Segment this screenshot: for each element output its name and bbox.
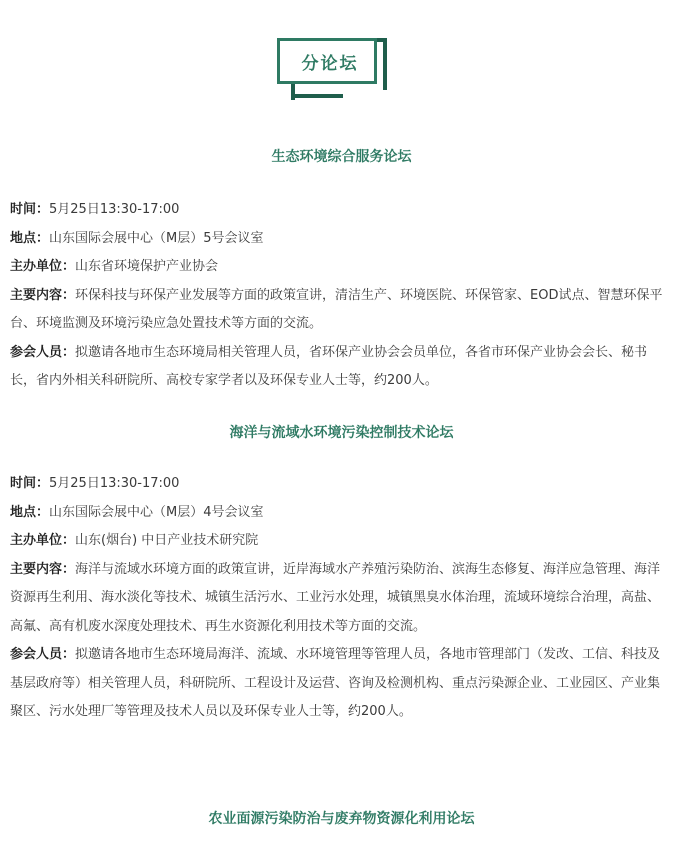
section-badge xyxy=(277,38,387,100)
time-value: 5月25日13:30-17:00 xyxy=(49,476,180,491)
section-badge-label: 分论坛 xyxy=(301,54,359,74)
badge-box xyxy=(277,38,377,84)
time-label: 时间： xyxy=(10,476,50,491)
host-value: 山东(烟台) 中日产业技术研究院 xyxy=(75,533,259,548)
content-value: 海洋与流域水环境方面的政策宣讲，近岸海域水产养殖污染防治、滨海生态修复、海洋应急管理、海洋资源再生利用、海水淡化等技术、城镇生活污水、工业污水处理，城镇黑臭水体治理，流域环境综合治理，高盐、高氟、高有机废水深度处理技术、再生水资源化利用技术等方面的交流。 xyxy=(10,561,661,634)
place-label: 地点： xyxy=(10,504,50,520)
forum-content xyxy=(10,556,668,642)
time-value: 5月25日13:30-17:00 xyxy=(49,202,180,217)
attendees-value: 拟邀请各地市生态环境局海洋、流域、水环境管理等管理人员，各地市管理部门（发改、工信、科技及基层政府等）相关管理人员，科研院所、工程设计及运营、咨询及检测机构、重点污染源企业、工业园区、产业集聚区、污水处理厂等管理及技术人员以及环保专业人士等，约200人。 xyxy=(10,647,661,719)
forum-host xyxy=(10,527,668,556)
forum-host xyxy=(10,253,668,282)
forum-details xyxy=(10,470,668,727)
place-label: 地点： xyxy=(10,230,50,246)
forum-attendees xyxy=(10,641,668,727)
forum-place xyxy=(10,499,668,528)
badge-decor-bottom xyxy=(291,94,343,98)
attendees-value: 拟邀请各地市生态环境局相关管理人员，省环保产业协会会员单位，各省市环保产业协会会长、秘书长，省内外相关科研院所、高校专家学者以及环保专业人士等，约200人。 xyxy=(10,344,648,388)
forum-attendees xyxy=(10,339,668,396)
content-label: 主要内容： xyxy=(10,287,76,303)
badge-decor-right xyxy=(383,38,387,90)
forum-title: 海洋与流域水环境污染控制技术论坛 xyxy=(229,425,454,441)
attendees-label: 参会人员： xyxy=(10,647,76,662)
forum-details xyxy=(10,196,668,396)
attendees-label: 参会人员： xyxy=(10,344,76,360)
forum-title: 农业面源污染防治与废弃物资源化利用论坛 xyxy=(208,811,475,827)
forum-time xyxy=(10,196,668,225)
host-label: 主办单位： xyxy=(10,533,76,548)
place-value: 山东国际会展中心（M层）5号会议室 xyxy=(49,230,264,246)
host-label: 主办单位： xyxy=(10,259,76,274)
host-value: 山东省环境保护产业协会 xyxy=(75,259,219,274)
time-label: 时间： xyxy=(10,202,50,217)
place-value: 山东国际会展中心（M层）4号会议室 xyxy=(49,504,264,520)
content-label: 主要内容： xyxy=(10,561,76,577)
forum-time xyxy=(10,470,668,499)
forum-content xyxy=(10,282,668,339)
forum-place xyxy=(10,225,668,254)
forum-title: 生态环境综合服务论坛 xyxy=(271,149,412,165)
content-value: 环保科技与环保产业发展等方面的政策宣讲，清洁生产、环境医院、环保管家、EOD试点、智慧环保平台、环境监测及环境污染应急处置技术等方面的交流。 xyxy=(10,287,663,331)
